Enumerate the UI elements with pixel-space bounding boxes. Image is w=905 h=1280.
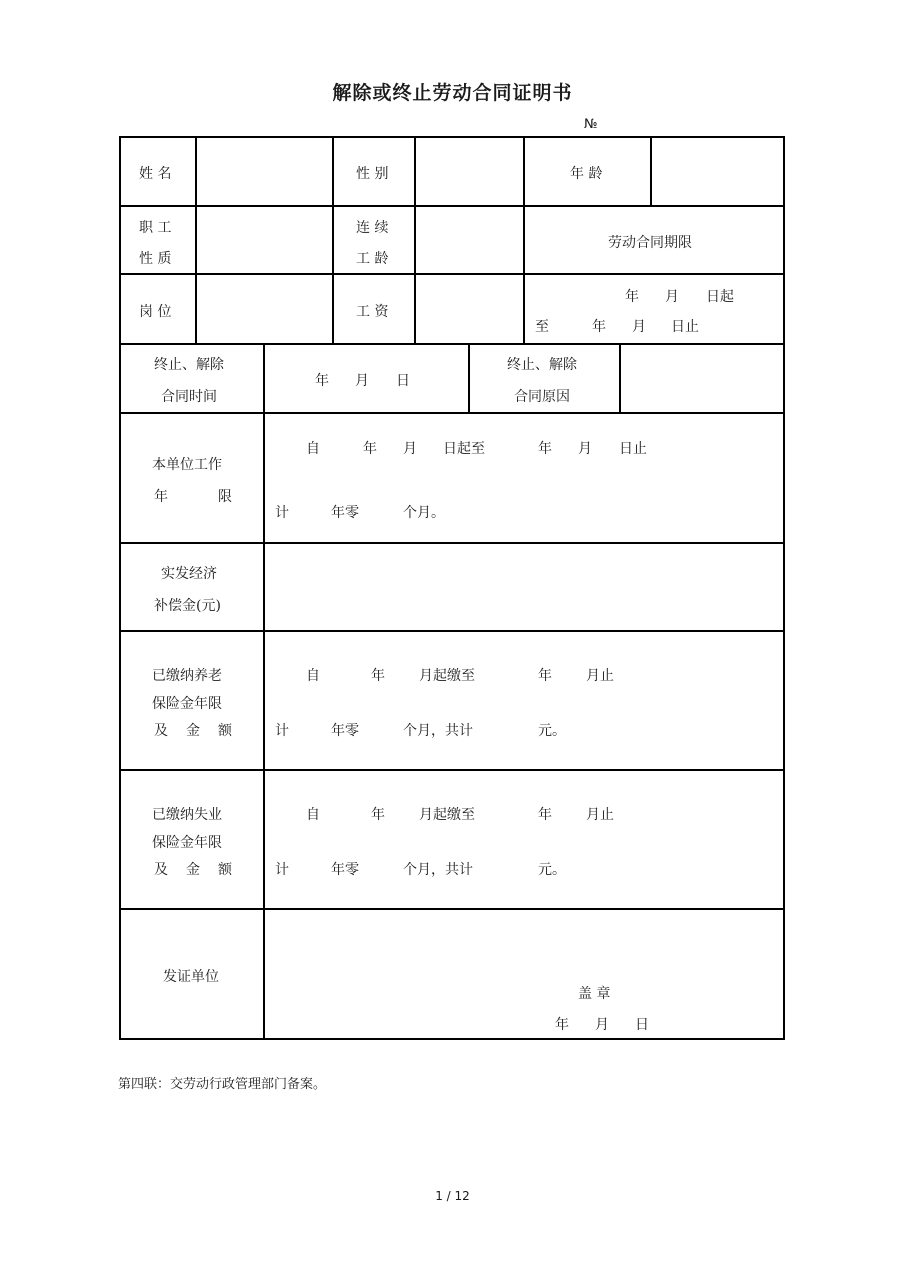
compensation-label-line1: 实发经济: [161, 566, 217, 582]
issue-month: 月: [595, 1017, 609, 1033]
issuing-unit-label: 发证单位: [163, 969, 219, 985]
contract-term-label: 劳动合同期限: [608, 235, 692, 251]
unemployment-to-month: 月止: [586, 807, 614, 823]
work-period-to-day: 日止: [619, 441, 647, 457]
pension-total-years: 年零: [331, 723, 359, 739]
pension-label-jin: 金: [186, 723, 200, 739]
term-to-day: 日止: [671, 319, 699, 335]
work-total-prefix: 计: [275, 505, 289, 521]
row-divider: [119, 412, 785, 414]
pension-label-line2: 保险金年限: [152, 696, 222, 712]
unemployment-label-e: 额: [218, 862, 232, 878]
work-total-years: 年零: [331, 505, 359, 521]
term-from-month: 月: [665, 289, 679, 305]
row-divider: [119, 769, 785, 771]
unemployment-from-year: 年: [371, 807, 385, 823]
copy-distribution-note: 第四联：交劳动行政管理部门备案。: [118, 1077, 327, 1092]
column-divider: [414, 136, 416, 344]
unemployment-total-years: 年零: [331, 862, 359, 878]
column-divider: [468, 343, 470, 413]
term-to-month: 月: [632, 319, 646, 335]
document-title: 解除或终止劳动合同证明书: [332, 82, 573, 104]
work-years-label-xian: 限: [218, 489, 232, 505]
compensation-label-line2: 补偿金(元): [154, 598, 221, 614]
age-label: 年 龄: [570, 166, 603, 182]
column-divider: [332, 136, 334, 344]
work-period-from: 自: [306, 441, 320, 457]
row-divider: [119, 630, 785, 632]
name-label: 姓 名: [139, 166, 172, 182]
pension-to-year: 年: [538, 668, 552, 684]
row-divider: [119, 343, 785, 345]
pension-label-line1: 已缴纳养老: [152, 668, 222, 684]
column-divider: [263, 412, 265, 1040]
pension-to-month: 月止: [586, 668, 614, 684]
unemployment-total-prefix: 计: [275, 862, 289, 878]
termination-time-label-line1: 终止、解除: [154, 357, 224, 373]
seniority-label-line1: 连 续: [356, 220, 389, 236]
pension-total-months: 个月，共计: [403, 723, 473, 739]
pension-total-amount: 元。: [538, 723, 566, 739]
work-years-label-line1: 本单位工作: [152, 457, 222, 473]
unemployment-from-month: 月起缴至: [419, 807, 475, 823]
row-divider: [119, 205, 785, 207]
certificate-number-label: №: [584, 117, 598, 132]
unemployment-from: 自: [306, 807, 320, 823]
column-divider: [650, 136, 652, 206]
pension-from-year: 年: [371, 668, 385, 684]
pension-from: 自: [306, 668, 320, 684]
work-period-to-month: 月: [578, 441, 592, 457]
work-period-from-month: 月: [403, 441, 417, 457]
pension-from-month: 月起缴至: [419, 668, 475, 684]
column-divider: [195, 136, 197, 344]
post-label: 岗 位: [139, 304, 172, 320]
column-divider: [619, 343, 621, 413]
term-to-prefix: 至: [535, 319, 549, 335]
work-period-from-year: 年: [363, 441, 377, 457]
term-to-year: 年: [592, 319, 606, 335]
worker-nature-label-line1: 职 工: [139, 220, 172, 236]
row-divider: [119, 273, 785, 275]
termination-year: 年: [315, 373, 329, 389]
termination-day: 日: [396, 373, 410, 389]
column-divider: [523, 136, 525, 344]
unemployment-to-year: 年: [538, 807, 552, 823]
column-divider: [263, 343, 265, 413]
gender-label: 性 别: [356, 166, 389, 182]
unemployment-label-line1: 已缴纳失业: [152, 807, 222, 823]
row-divider: [119, 908, 785, 910]
unemployment-label-line2: 保险金年限: [152, 835, 222, 851]
worker-nature-label-line2: 性 质: [139, 251, 172, 267]
row-divider: [119, 542, 785, 544]
seniority-label-line2: 工 龄: [356, 251, 389, 267]
page-number: 1 / 12: [435, 1189, 470, 1203]
certificate-form-table: [119, 136, 785, 1040]
work-total-months: 个月。: [403, 505, 445, 521]
issue-year: 年: [555, 1017, 569, 1033]
unemployment-total-months: 个月，共计: [403, 862, 473, 878]
pension-total-prefix: 计: [275, 723, 289, 739]
work-years-label-nian: 年: [154, 489, 168, 505]
pension-label-e: 额: [218, 723, 232, 739]
term-from-day: 日起: [706, 289, 734, 305]
unemployment-label-ji: 及: [154, 862, 168, 878]
work-period-to-year: 年: [538, 441, 552, 457]
termination-time-label-line2: 合同时间: [161, 389, 217, 405]
issue-day: 日: [635, 1017, 649, 1033]
pension-label-ji: 及: [154, 723, 168, 739]
work-period-from-day: 日起至: [443, 441, 485, 457]
termination-reason-label-line2: 合同原因: [514, 389, 570, 405]
wage-label: 工 资: [356, 304, 389, 320]
seal-label: 盖 章: [578, 986, 611, 1002]
term-from-year: 年: [625, 289, 639, 305]
termination-reason-label-line1: 终止、解除: [507, 357, 577, 373]
unemployment-total-amount: 元。: [538, 862, 566, 878]
termination-month: 月: [355, 373, 369, 389]
unemployment-label-jin: 金: [186, 862, 200, 878]
